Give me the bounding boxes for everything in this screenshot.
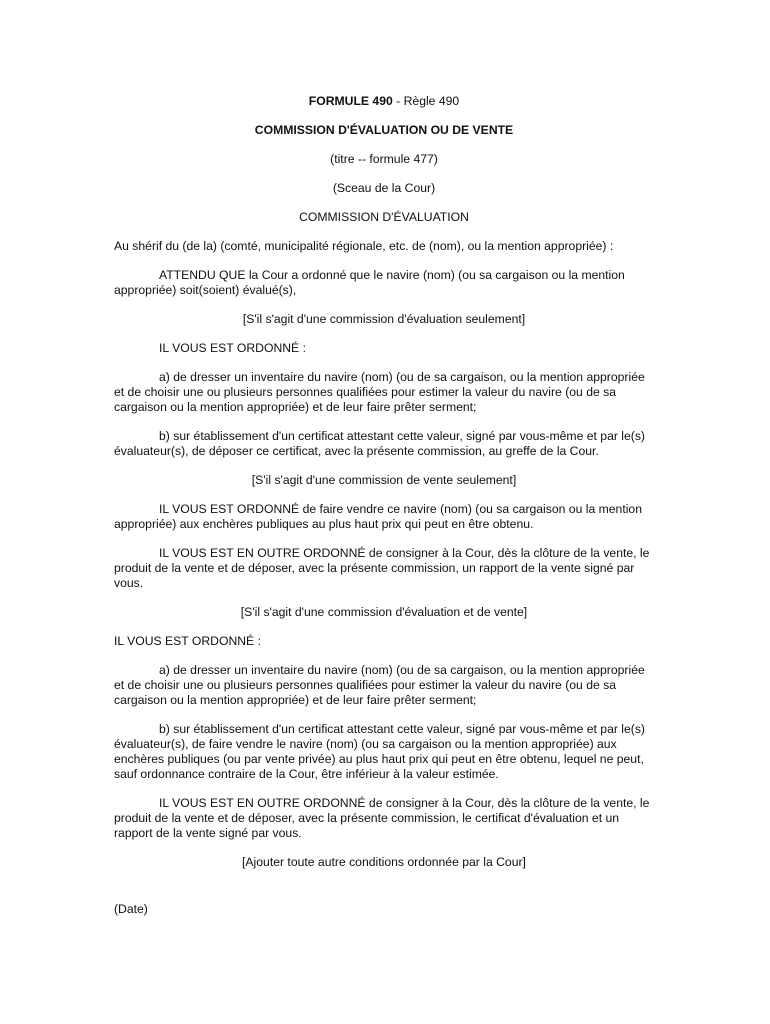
- section-3-order: IL VOUS EST ORDONNÉ :: [114, 634, 261, 648]
- section-2-order: IL VOUS EST ORDONNÉ de faire vendre ce navire (nom) (ou sa cargaison ou la mention appropriée) aux enchères publiques au plus haut prix qui peut en être obtenu.: [114, 502, 642, 531]
- subheading: COMMISSION D'ÉVALUATION: [299, 210, 469, 224]
- form-number: FORMULE 490: [308, 94, 393, 108]
- section-2-note: [S'il s'agit d'une commission de vente seulement]: [251, 473, 517, 487]
- document-heading: COMMISSION D'ÉVALUATION OU DE VENTE: [254, 123, 514, 137]
- section-3-note: [S'il s'agit d'une commission d'évaluation et de vente]: [240, 605, 528, 619]
- court-seal: (Sceau de la Cour): [332, 181, 436, 195]
- date-line: (Date): [114, 902, 148, 916]
- whereas-paragraph: ATTENDU QUE la Cour a ordonné que le navire (nom) (ou sa cargaison ou la mention appropriée) soit(soient) évalué(s),: [114, 268, 625, 297]
- section-3-item-b: b) sur établissement d'un certificat attestant cette valeur, signé par vous-même et par le(s) évaluateur(s), de faire vendre le navire (nom) (ou sa cargaison ou la mention appropriée) aux enchères publiques (ou par vente privée) au plus haut prix qui peut en être obtenu, lequel ne peut, sauf ordonnance contraire de la Cour, être inférieur à la valeur estimée.: [114, 722, 645, 781]
- form-title: [114, 94, 654, 109]
- section-3-item-a: a) de dresser un inventaire du navire (nom) (ou de sa cargaison, ou la mention appropriée et de choisir une ou plusieurs personnes qualifiées pour estimer la valeur du navire (ou de sa cargaison ou la mention appropriée) et de leur faire prêter serment;: [114, 663, 645, 707]
- section-1-order: IL VOUS EST ORDONNÉ :: [159, 341, 306, 355]
- title-reference: (titre -- formule 477): [330, 152, 438, 166]
- section-1-item-b: b) sur établissement d'un certificat attestant cette valeur, signé par vous-même et par le(s) évaluateur(s), de déposer ce certificat, avec la présente commission, au greffe de la Cour.: [114, 429, 645, 458]
- closing-note: [Ajouter toute autre conditions ordonnée par la Cour]: [242, 855, 526, 869]
- section-1-item-a: a) de dresser un inventaire du navire (nom) (ou de sa cargaison, ou la mention appropriée et de choisir une ou plusieurs personnes qualifiées pour estimer la valeur du navire (ou de sa cargaison ou la mention appropriée) et de leur faire prêter serment;: [114, 370, 645, 414]
- section-1-note: [S'il s'agit d'une commission d'évaluation seulement]: [242, 312, 526, 326]
- document-body: [114, 94, 654, 917]
- section-3-further-order: IL VOUS EST EN OUTRE ORDONNÉ de consigner à la Cour, dès la clôture de la vente, le produit de la vente et de déposer, avec la présente commission, le certificat d'évaluation et un rapport de la vente signé par vous.: [114, 796, 650, 840]
- form-rule: - Règle 490: [392, 94, 460, 108]
- addressee: Au shérif du (de la) (comté, municipalité régionale, etc. de (nom), ou la mention appropriée) :: [114, 239, 614, 253]
- section-2-further-order: IL VOUS EST EN OUTRE ORDONNÉ de consigner à la Cour, dès la clôture de la vente, le produit de la vente et de déposer, avec la présente commission, un rapport de la vente signé par vous.: [114, 546, 650, 590]
